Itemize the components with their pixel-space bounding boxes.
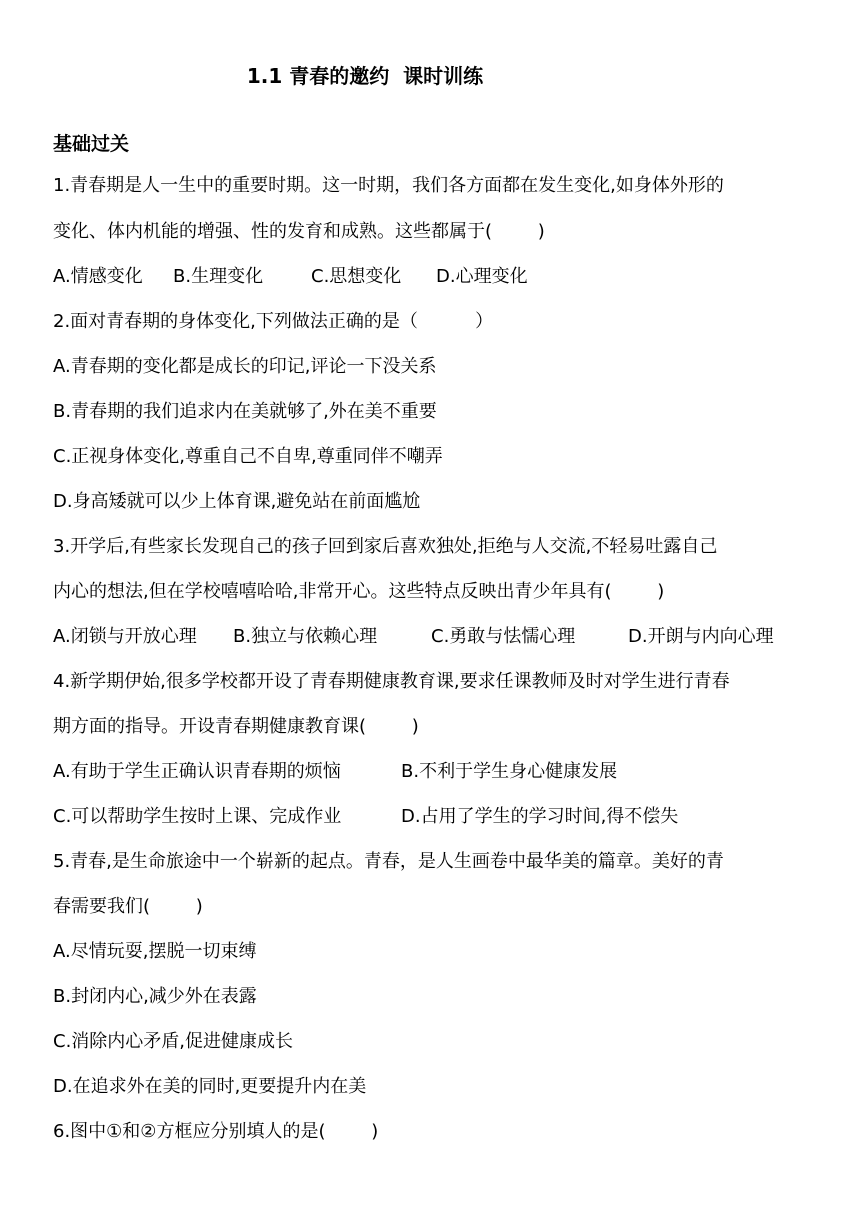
question-4-stem-line-1: 4.新学期伊始,很多学校都开设了青春期健康教育课,要求任课教师及时对学生进行青春 bbox=[53, 671, 730, 692]
question-5-stem-line-1: 5.青春,是生命旅途中一个崭新的起点。青春，是人生画卷中最华美的篇章。美好的青 bbox=[53, 851, 724, 872]
question-1-option-d: D.心理变化 bbox=[436, 266, 528, 287]
question-1-stem-line-1: 1.青春期是人一生中的重要时期。这一时期，我们各方面都在发生变化,如身体外形的 bbox=[53, 175, 724, 196]
question-2-option-a: A.青春期的变化都是成长的印记,评论一下没关系 bbox=[53, 356, 437, 377]
question-4-option-b: B.不利于学生身心健康发展 bbox=[401, 761, 618, 782]
question-3-option-c: C.勇敢与怯懦心理 bbox=[431, 626, 576, 647]
question-5-option-a: A.尽情玩耍,摆脱一切束缚 bbox=[53, 941, 257, 962]
question-1-stem-line-2: 变化、体内机能的增强、性的发育和成熟。这些都属于( ) bbox=[53, 221, 545, 242]
page-title: 1.1 青春的邀约 课时训练 bbox=[246, 64, 484, 88]
question-4-option-a: A.有助于学生正确认识青春期的烦恼 bbox=[53, 761, 341, 782]
question-2-stem-line-1: 2.面对青春期的身体变化,下列做法正确的是（ ） bbox=[53, 311, 494, 332]
question-3-option-a: A.闭锁与开放心理 bbox=[53, 626, 197, 647]
question-5-option-c: C.消除内心矛盾,促进健康成长 bbox=[53, 1031, 294, 1052]
question-1-option-a: A.情感变化 bbox=[53, 266, 143, 287]
question-3-option-d: D.开朗与内向心理 bbox=[628, 626, 774, 647]
question-5-stem-line-2: 春需要我们( ) bbox=[53, 896, 203, 917]
question-6-stem-line-1: 6.图中①和②方框应分别填人的是( ) bbox=[53, 1121, 379, 1142]
question-3-option-b: B.独立与依赖心理 bbox=[233, 626, 378, 647]
question-3-stem-line-2: 内心的想法,但在学校嘻嘻哈哈,非常开心。这些特点反映出青少年具有( ) bbox=[53, 581, 665, 602]
question-4-option-d: D.占用了学生的学习时间,得不偿失 bbox=[401, 806, 679, 827]
question-1-option-c: C.思想变化 bbox=[311, 266, 402, 287]
question-4-stem-line-2: 期方面的指导。开设青春期健康教育课( ) bbox=[53, 716, 419, 737]
question-2-option-c: C.正视身体变化,尊重自己不自卑,尊重同伴不嘲弄 bbox=[53, 446, 443, 467]
question-3-stem-line-1: 3.开学后,有些家长发现自己的孩子回到家后喜欢独处,拒绝与人交流,不轻易吐露自己 bbox=[53, 536, 718, 557]
question-2-option-d: D.身高矮就可以少上体育课,避免站在前面尴尬 bbox=[53, 491, 421, 512]
question-2-option-b: B.青春期的我们追求内在美就够了,外在美不重要 bbox=[53, 401, 437, 422]
question-4-option-c: C.可以帮助学生按时上课、完成作业 bbox=[53, 806, 342, 827]
question-1-option-b: B.生理变化 bbox=[173, 266, 264, 287]
section-heading: 基础过关 bbox=[53, 133, 130, 155]
question-5-option-b: B.封闭内心,减少外在表露 bbox=[53, 986, 257, 1007]
question-5-option-d: D.在追求外在美的同时,更要提升内在美 bbox=[53, 1076, 367, 1097]
